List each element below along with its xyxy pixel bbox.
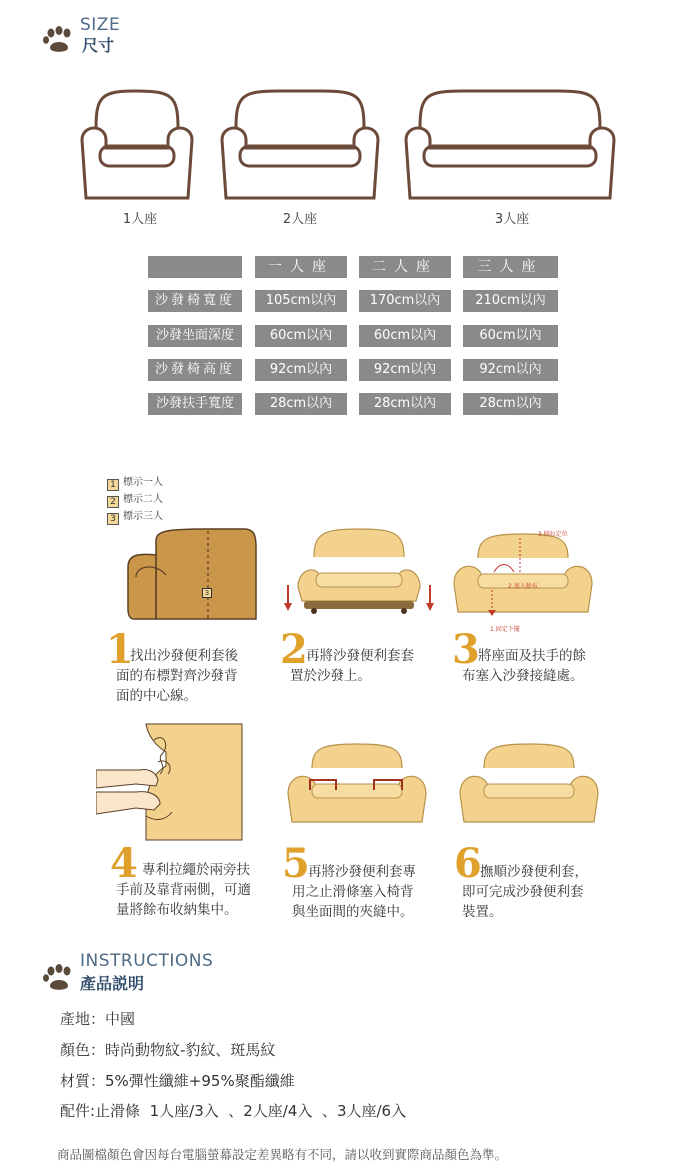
- table-cell: 28cm以內: [255, 393, 347, 415]
- table-cell: 28cm以內: [463, 393, 558, 415]
- step-number: 1: [106, 626, 134, 673]
- spec-accessories: 配件:止滑條 1人座/3入 、2人座/4入 、3人座/6入: [60, 1102, 407, 1120]
- table-cell: 28cm以內: [359, 393, 451, 415]
- legend-text: 標示二人: [123, 494, 163, 505]
- step-text: [116, 880, 251, 920]
- step-text: [478, 646, 586, 666]
- step3-illustration: [448, 528, 598, 630]
- step-text: [292, 882, 414, 922]
- step5-illustration: [282, 738, 432, 834]
- legend-item: [107, 493, 163, 507]
- table-header-three-seat: 三人座: [463, 256, 558, 278]
- step-text: [130, 646, 238, 666]
- step3-label-side-pull: 3.側拉定位: [538, 531, 568, 538]
- step-text: [462, 882, 584, 922]
- spec-color: 顏色：時尚動物紋-豹紋、斑馬紋: [60, 1041, 276, 1059]
- legend-item: [107, 476, 163, 490]
- step-text: [142, 860, 250, 880]
- table-cell: 60cm以內: [359, 325, 451, 347]
- size-title-zh: 尺寸: [82, 36, 115, 55]
- table-row-label: 沙發椅高度: [148, 359, 242, 381]
- step3-label-fix-hem: 1.固定下擺: [490, 626, 520, 633]
- table-cell: 92cm以內: [463, 359, 558, 381]
- size-header: [42, 16, 162, 56]
- step3-label-tuck: 2.塞入餘布: [508, 583, 538, 590]
- table-cell: 210cm以內: [463, 290, 558, 312]
- table-row-label: 沙發椅寬度: [148, 290, 242, 312]
- legend-text: 標示三人: [123, 511, 163, 522]
- step-text-line: 量將餘布收納集中。: [116, 902, 238, 918]
- step-text: [308, 862, 416, 882]
- step-number: 6: [454, 840, 482, 887]
- step-text-line: 裝置。: [462, 904, 503, 920]
- step-text-line: 與坐面間的夾縫中。: [292, 904, 414, 920]
- table-cell: 92cm以內: [359, 359, 451, 381]
- table-header-one-seat: 一人座: [255, 256, 347, 278]
- sofa-label-two-seat: 2人座: [282, 212, 318, 227]
- step-number: 4: [110, 840, 138, 887]
- size-title-en: SIZE: [80, 15, 121, 35]
- step1-illustration: [126, 527, 260, 621]
- step4-illustration: [96, 722, 246, 842]
- legend-item: [107, 510, 163, 524]
- step-number: 3: [452, 626, 480, 673]
- table-cell: 60cm以內: [255, 325, 347, 347]
- step-text: [116, 666, 238, 706]
- step-text-line: 撫順沙發便利套，: [480, 864, 588, 880]
- step-text-line: 找出沙發便利套後: [130, 648, 238, 664]
- spec-material: 材質：5%彈性纖維+95%聚酯纖維: [60, 1072, 295, 1090]
- step-number: 2: [280, 626, 308, 673]
- step-text-line: 再將沙發便利套專: [308, 864, 416, 880]
- step-text: [462, 666, 584, 686]
- legend-number: 1: [107, 479, 119, 491]
- table-header-two-seat: 二人座: [359, 256, 451, 278]
- step-text: [306, 646, 414, 666]
- table-cell: 105cm以內: [255, 290, 347, 312]
- step-text-line: 再將沙發便利套套: [306, 648, 414, 664]
- color-disclaimer: 商品圖檔顏色會因每台電腦螢幕設定差異略有不同，請以收到實際商品顏色為準。: [57, 1147, 508, 1162]
- step-text-line: 布塞入沙發接縫處。: [462, 668, 584, 684]
- step2-illustration: [280, 527, 438, 617]
- sofa-three-seat-icon: [402, 88, 618, 204]
- step-text: [480, 862, 588, 882]
- table-row-label: 沙發扶手寬度: [148, 393, 242, 415]
- sofa-one-seat-icon: [78, 88, 196, 204]
- step-text-line: 面的中心線。: [116, 688, 197, 704]
- spec-origin: 產地：中國: [60, 1010, 136, 1028]
- table-corner: [148, 256, 242, 278]
- step-text-line: 將座面及扶手的餘: [478, 648, 586, 664]
- step-text-line: 用之止滑條塞入椅背: [292, 884, 414, 900]
- sofa-label-three-seat: 3人座: [494, 212, 530, 227]
- step-text: [290, 666, 371, 686]
- sofa-two-seat-icon: [218, 88, 382, 204]
- step6-illustration: [454, 738, 604, 834]
- paw-icon: [42, 26, 76, 54]
- step-text-line: 即可完成沙發便利套: [462, 884, 584, 900]
- table-cell: 60cm以內: [463, 325, 558, 347]
- step-text-line: 置於沙發上。: [290, 668, 371, 684]
- instructions-header: [42, 952, 242, 996]
- sofa-label-one-seat: 1人座: [122, 212, 158, 227]
- paw-icon: [42, 964, 76, 992]
- step-text-line: 手前及靠背兩側，可適: [116, 882, 251, 898]
- fabric-tag: 3: [202, 588, 212, 598]
- table-row-label: 沙發坐面深度: [148, 325, 242, 347]
- step-text-line: 面的布標對齊沙發背: [116, 668, 238, 684]
- legend-text: 標示一人: [123, 477, 163, 488]
- legend-number: 3: [107, 513, 119, 525]
- step-text-line: 專利拉繩於兩旁扶: [142, 862, 250, 878]
- legend-number: 2: [107, 496, 119, 508]
- step-number: 5: [282, 840, 310, 887]
- table-cell: 92cm以內: [255, 359, 347, 381]
- instructions-title-en: INSTRUCTIONS: [80, 951, 214, 971]
- instructions-title-zh: 產品説明: [80, 974, 145, 993]
- table-cell: 170cm以內: [359, 290, 451, 312]
